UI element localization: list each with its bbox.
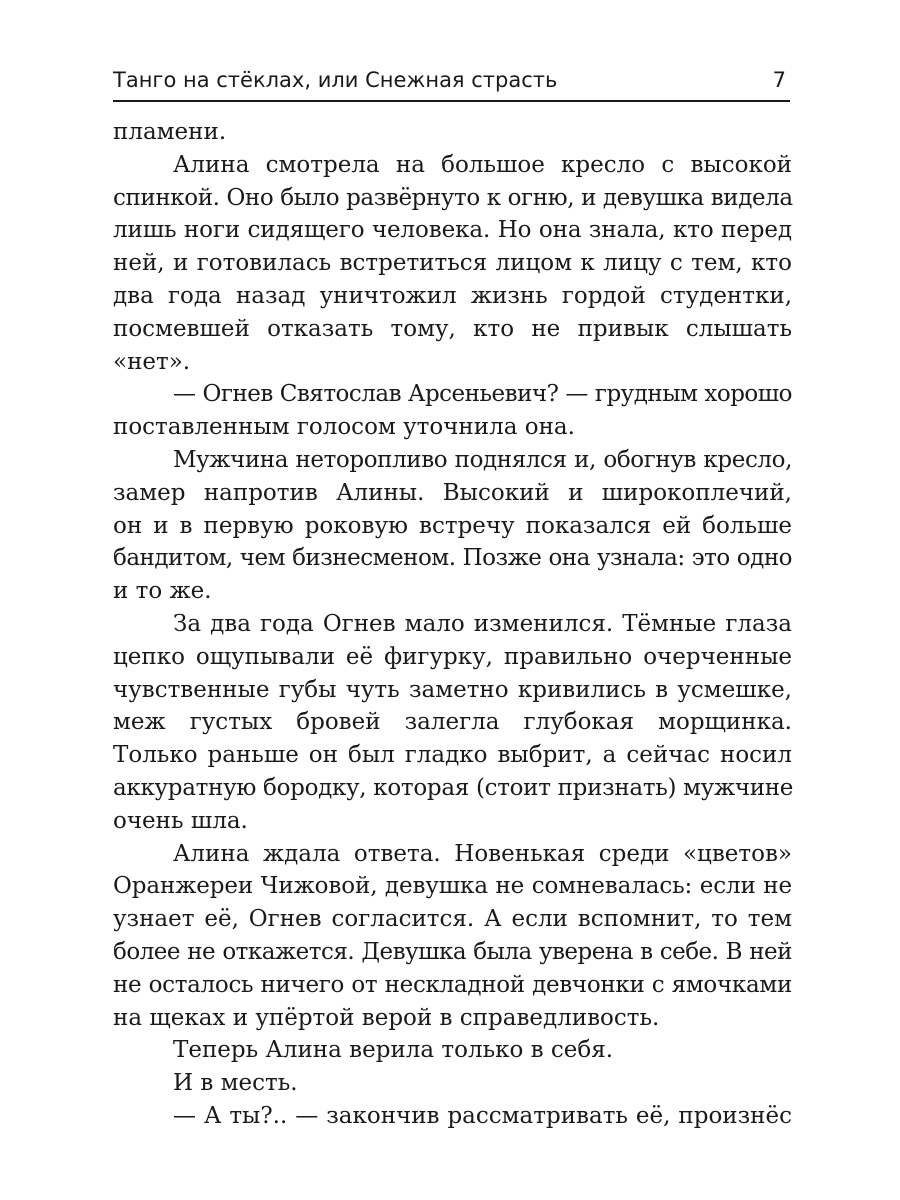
book-title: Танго на стёклах, или Снежная страсть [113,68,558,92]
text-line: Оранжереи Чижовой, девушка не сомневалась: если не [113,873,792,900]
text-line: пламени. [113,119,227,145]
text-line: два года назад уничтожил жизнь гордой студентки, [113,282,792,309]
text-line: бандитом, чем бизнесменом. Позже она узнала: это одно [113,545,792,572]
page-number: 7 [772,68,786,92]
text-line: поставленным голосом уточнила она. [113,414,575,441]
text-line: Алина ждала ответа. Новенькая среди «цветов» [173,840,792,867]
text-line: посмевшей отказать тому, кто не привык слышать [113,315,792,342]
text-line: Только раньше он был гладко выбрит, а сейчас носил [113,742,792,769]
text-line: За два года Огнев мало изменился. Тёмные глаза [173,610,792,637]
text-line: цепко ощупывали её фигурку, правильно очерченные [113,643,792,670]
body-text [113,116,792,1133]
text-line: «нет». [113,348,191,375]
text-line: лишь ноги сидящего человека. Но она знала, кто перед [113,217,792,244]
text-line: очень шла. [113,807,248,834]
running-header [113,64,790,102]
text-line: ней, и готовилась встретиться лицом к лицу с тем, кто [113,250,792,277]
text-line: И в месть. [173,1070,298,1097]
text-line: он и в первую роковую встречу показался ей больше [113,512,792,539]
text-line: не осталось ничего от нескладной девчонки с ямочками [113,971,792,998]
text-line: меж густых бровей залегла глубокая морщинка. [113,709,792,736]
text-line: и то же. [113,578,212,605]
text-line: чувственные губы чуть заметно кривились в усмешке, [113,676,792,703]
text-line: Теперь Алина верила только в себя. [173,1037,614,1064]
text-line: на щеках и упёртой верой в справедливость. [113,1004,660,1031]
text-line: замер напротив Алины. Высокий и широкоплечий, [113,479,792,506]
text-line: аккуратную бородку, которая (стоит признать) мужчине [113,774,794,801]
text-line: — А ты?.. — закончив рассматривать её, произнёс [173,1102,792,1129]
text-line: Мужчина неторопливо поднялся и, обогнув кресло, [173,446,792,473]
text-line: узнает её, Огнев согласится. А если вспомнит, то тем [113,906,792,933]
text-line: Алина смотрела на большое кресло с высокой [173,151,792,178]
text-line: — Огнев Святослав Арсеньевич? — грудным хорошо [173,381,792,408]
text-line: спинкой. Оно было развёрнуто к огню, и девушка видела [113,184,793,211]
text-line: более не откажется. Девушка была уверена в себе. В ней [113,938,792,965]
